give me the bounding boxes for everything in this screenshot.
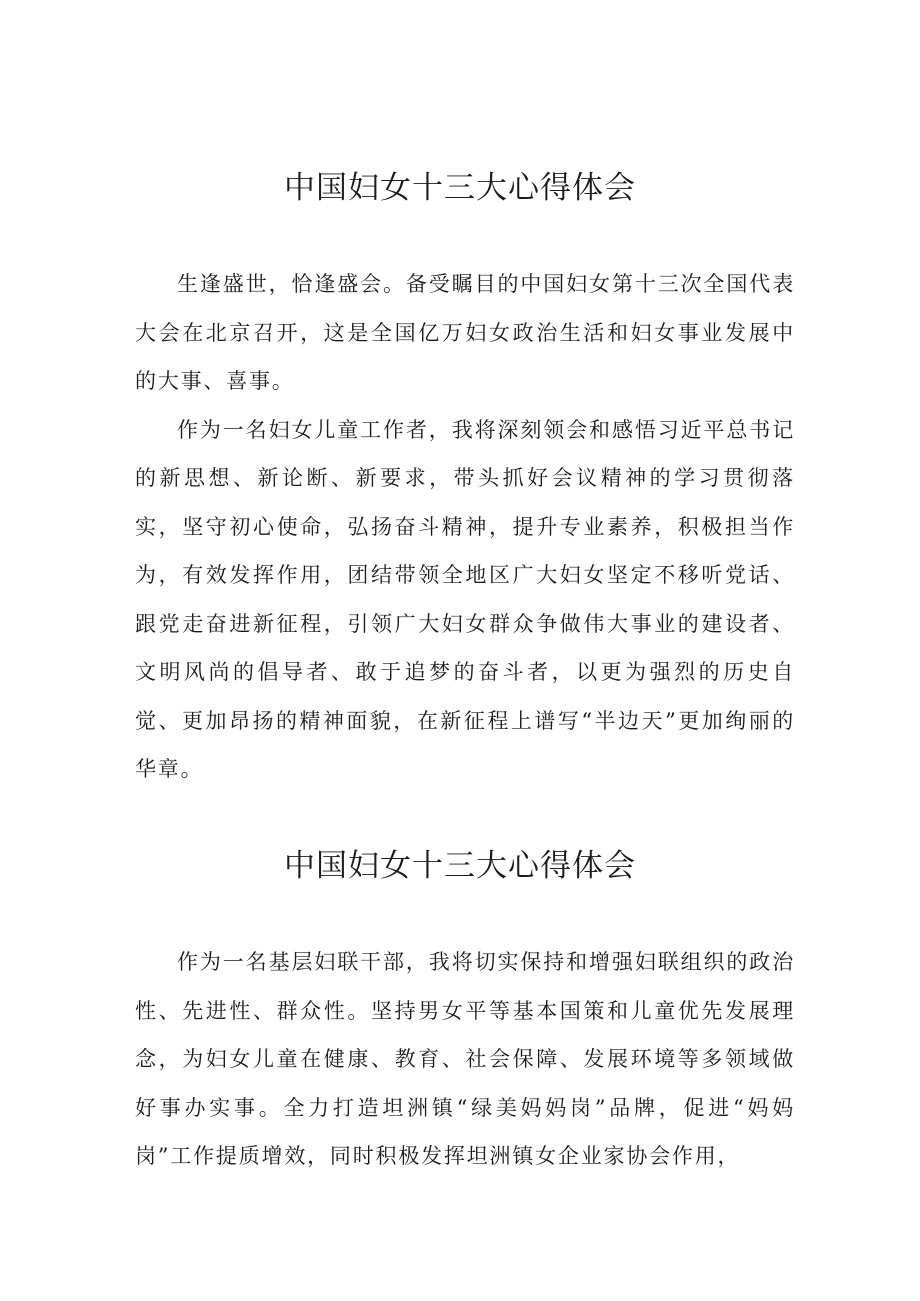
paragraph: 作为一名妇女儿童工作者，我将深刻领会和感悟习近平总书记的新思想、新论断、新要求，带头抓好会议精神的学习贯彻落实，坚守初心使命，弘扬奋斗精神，提升专业素养，积极担当作为，有效发挥作用，团结带领全地区广大妇女坚定不移听党话、跟党走奋进新征程，引领广大妇女群众争做伟大事业的建设者、文明风尚的倡导者、敢于追梦的奋斗者，以更为强烈的历史自觉、更加昂扬的精神面貌，在新征程上谱写“半边天”更加绚丽的华章。 [135, 417, 795, 781]
article-section-2 [0, 838, 920, 1168]
paragraph: 生逢盛世，恰逢盛会。备受瞩目的中国妇女第十三次全国代表大会在北京召开，这是全国亿万妇女政治生活和妇女事业发展中的大事、喜事。 [135, 272, 795, 393]
article-title: 中国妇女十三大心得体会 [284, 848, 636, 884]
article-body [135, 260, 795, 794]
paragraph: 作为一名基层妇联干部，我将切实保持和增强妇联组织的政治性、先进性、群众性。坚持男女平等基本国策和儿童优先发展理念，为妇女儿童在健康、教育、社会保障、发展环境等多领域做好事办实事。全力打造坦洲镇“绿美妈妈岗”品牌，促进“妈妈岗”工作提质增效，同时积极发挥坦洲镇女企业家协会作用， [135, 950, 795, 1168]
article-section-1 [0, 160, 920, 781]
article-title: 中国妇女十三大心得体会 [284, 170, 636, 206]
article-body [135, 938, 795, 1181]
